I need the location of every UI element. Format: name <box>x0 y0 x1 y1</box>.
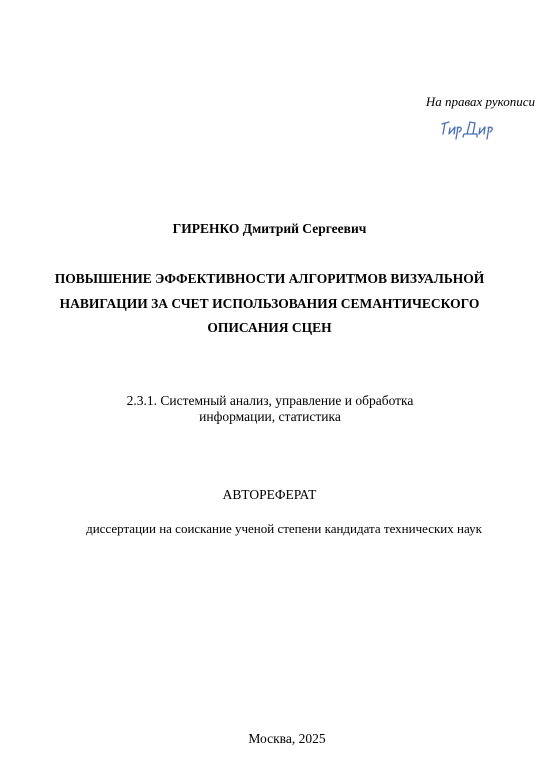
rights-note: На правах рукописи <box>425 94 535 109</box>
dissertation-title <box>40 267 499 341</box>
document-type: АВТОРЕФЕРАТ <box>222 487 317 502</box>
specialty-code <box>100 393 440 425</box>
title-line: ОПИСАНИЯ СЦЕН <box>207 320 332 335</box>
specialty-line: 2.3.1. Системный анализ, управление и обработка <box>126 393 414 408</box>
place-year: Москва, 2025 <box>248 731 326 746</box>
specialty-line: информации, статистика <box>199 409 341 424</box>
handwritten-signature <box>436 115 508 141</box>
author-name: ГИРЕНКО Дмитрий Сергеевич <box>172 221 367 236</box>
title-line: ПОВЫШЕНИЕ ЭФФЕКТИВНОСТИ АЛГОРИТМОВ ВИЗУАЛЬНОЙ <box>54 271 485 286</box>
title-line: НАВИГАЦИИ ЗА СЧЕТ ИСПОЛЬЗОВАНИЯ СЕМАНТИЧЕСКОГО <box>59 295 480 311</box>
degree-line: диссертации на соискание ученой степени кандидата технических наук <box>86 521 482 536</box>
